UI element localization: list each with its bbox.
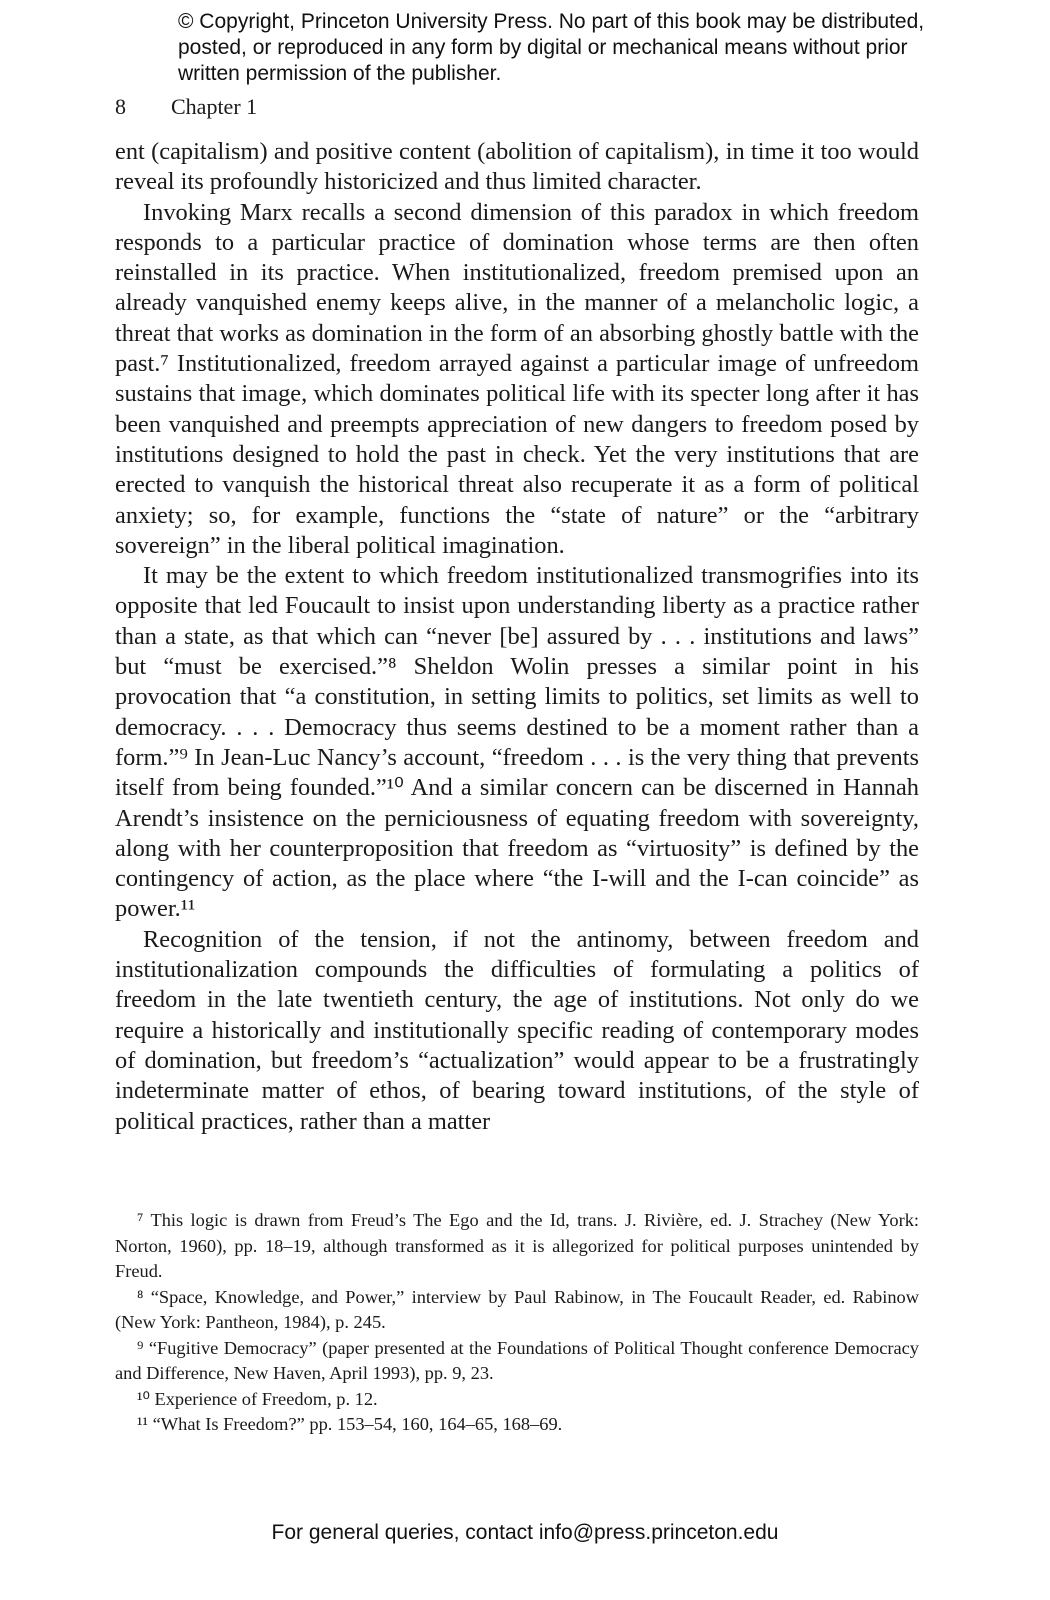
paragraph: ent (capitalism) and positive content (abolition of capitalism), in time it too would reveal its profoundly historicized and thus limited character.: [115, 138, 919, 196]
paragraph: Invoking Marx recalls a second dimension of this paradox in which freedom responds to a particular practice of domination whose terms are then often reinstalled in its practice. When institutionalized, freedom premised upon an already vanquished enemy keeps alive, in the manner of a melancholic logic, a threat that works as domination in the form of an absorbing ghostly battle with the past.⁷ Institutionalized, freedom arrayed against a particular image of unfreedom sustains that image, which dominates political life with its specter long after it has been vanquished and preempts appreciation of new dangers to freedom posed by institutions designed to hold the past in check. Yet the very institutions that are erected to vanquish the historical threat also recuperate it as a form of political anxiety; so, for example, functions the “state of nature” or the “arbitrary sovereign” in the liberal political imagination.: [115, 198, 919, 559]
footnote: ⁹ “Fugitive Democracy” (paper presented at the Foundations of Political Thought conference Democracy and Difference, New Haven, April 1993), pp. 9, 23.: [115, 1337, 919, 1383]
copyright-notice: © Copyright, Princeton University Press. No part of this book may be distributed, posted, or reproduced in any form by digital or mechanical means without prior written permission of the publisher.: [178, 10, 925, 85]
paragraph: It may be the extent to which freedom institutionalized transmogrifies into its opposite that led Foucault to insist upon understanding liberty as a practice rather than a state, as that which can “never [be] assured by . . . institutions and laws” but “must be exercised.”⁸ Sheldon Wolin presses a similar point in his provocation that “a constitution, in setting limits to politics, set limits as well to democracy. . . . Democracy thus seems destined to be a moment rather than a form.”⁹ In Jean-Luc Nancy’s account, “freedom . . . is the very thing that prevents itself from being founded.”¹⁰ And a similar concern can be discerned in Hannah Arendt’s insistence on the perniciousness of equating freedom with sovereignty, along with her counterproposition that freedom as “virtuosity” is defined by the contingency of action, as the place where “the I-will and the I-can coincide” as power.¹¹: [115, 562, 919, 923]
footnote: ⁸ “Space, Knowledge, and Power,” interview by Paul Rabinow, in The Foucault Reader, ed. Rabinow (New York: Pantheon, 1984), p. 245.: [115, 1286, 919, 1332]
footer-contact: For general queries, contact info@press.princeton.edu: [271, 1521, 779, 1544]
running-head: Chapter 1: [171, 94, 258, 119]
page-header: [115, 92, 257, 122]
body-text: [115, 137, 919, 1137]
footnote: ⁷ This logic is drawn from Freud’s The Ego and the Id, trans. J. Rivière, ed. J. Strachey (New York: Norton, 1960), pp. 18–19, although transformed as it is allegorized for political purposes unintended by Freud.: [115, 1210, 919, 1281]
paragraph: Recognition of the tension, if not the antinomy, between freedom and institutionalization compounds the difficulties of formulating a politics of freedom in the late twentieth century, the age of institutions. Not only do we require a historically and institutionally specific reading of contemporary modes of domination, but freedom’s “actualization” would appear to be a frustratingly indeterminate matter of ethos, of bearing toward institutions, of the style of political practices, rather than a matter: [115, 925, 919, 1135]
page-number: 8: [115, 94, 126, 119]
footnotes: [115, 1208, 919, 1438]
footnote: ¹¹ “What Is Freedom?” pp. 153–54, 160, 164–65, 168–69.: [137, 1414, 563, 1434]
footnote: ¹⁰ Experience of Freedom, p. 12.: [137, 1388, 378, 1409]
